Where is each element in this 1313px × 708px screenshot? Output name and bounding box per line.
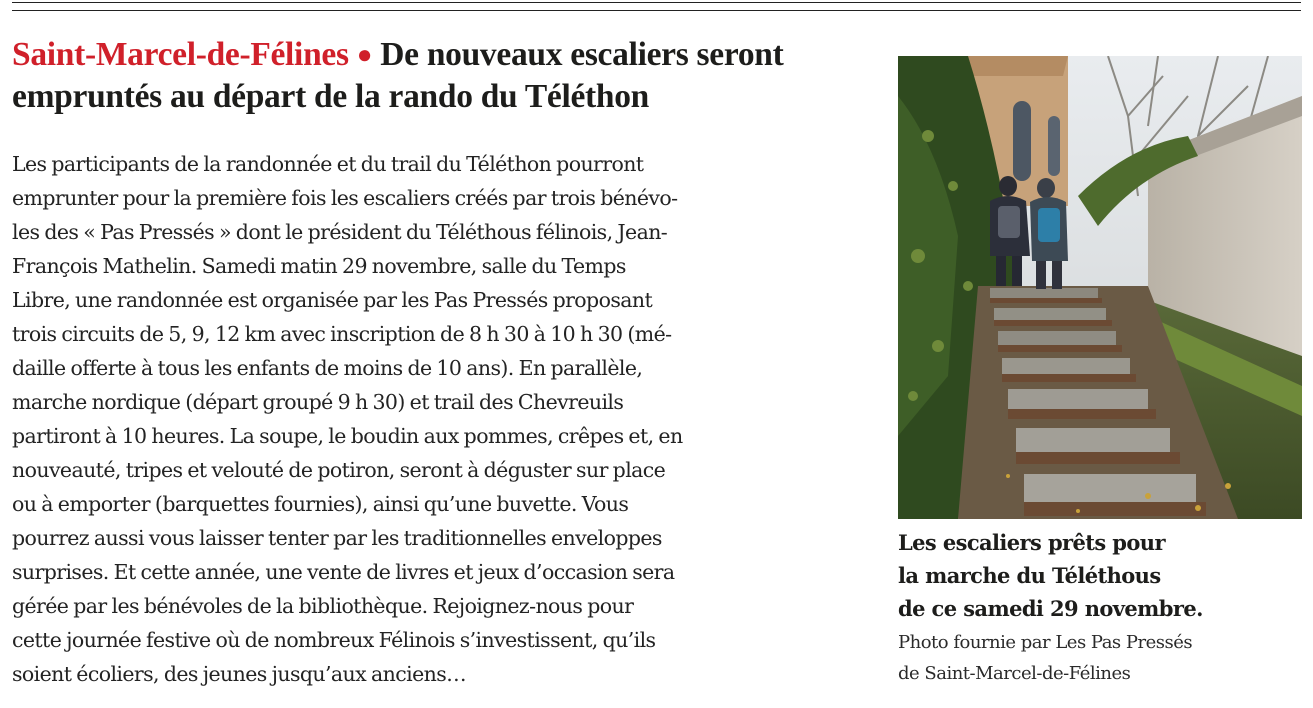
body-line: emprunter pour la première fois les escaliers créés par trois bénévo- <box>12 186 678 210</box>
body-line: soient écoliers, des jeunes jusqu’aux anciens… <box>12 662 467 686</box>
body-line: nouveauté, tripes et velouté de potiron, seront à déguster sur place <box>12 458 666 482</box>
body-line: ou à emporter (barquettes fournies), ainsi qu’une buvette. Vous <box>12 492 629 516</box>
body-line: gérée par les bénévoles de la bibliothèque. Rejoignez-nous pour <box>12 594 634 618</box>
stairs-photo-illustration <box>898 56 1302 519</box>
top-rule <box>12 2 1301 3</box>
credit-line: Photo fournie par Les Pas Pressés <box>898 632 1193 653</box>
body-line: Les participants de la randonnée et du trail du Téléthon pourront <box>12 152 644 176</box>
headline-line-1: De nouveaux escaliers seront <box>380 36 784 73</box>
photo-caption <box>898 526 1308 689</box>
body-line: daille offerte à tous les enfants de moins de 10 ans). En parallèle, <box>12 356 643 380</box>
caption-line: de ce samedi 29 novembre. <box>898 596 1203 621</box>
body-line: pourrez aussi vous laisser tenter par les traditionnelles enveloppes <box>12 526 662 550</box>
photo-credit <box>898 627 1308 689</box>
headline-kicker: Saint-Marcel-de-Félines <box>12 36 349 73</box>
body-line: surprises. Et cette année, une vente de livres et jeux d’occasion sera <box>12 560 675 584</box>
caption-title <box>898 526 1308 625</box>
article-headline <box>12 34 892 118</box>
body-line: cette journée festive où de nombreux Félinois s’investissent, qu’ils <box>12 628 656 652</box>
body-line: les des « Pas Pressés » dont le président du Téléthous félinois, Jean- <box>12 220 668 244</box>
body-line: marche nordique (départ groupé 9 h 30) et trail des Chevreuils <box>12 390 624 414</box>
body-line: François Mathelin. Samedi matin 29 novembre, salle du Temps <box>12 254 626 278</box>
article-body <box>12 147 884 691</box>
credit-line: de Saint-Marcel-de-Félines <box>898 663 1131 684</box>
headline-line-2: empruntés au départ de la rando du Téléthon <box>12 78 650 115</box>
caption-line: la marche du Téléthous <box>898 563 1161 588</box>
body-line: Libre, une randonnée est organisée par les Pas Pressés proposant <box>12 288 653 312</box>
top-rule-secondary <box>12 10 1301 11</box>
article-photo <box>898 56 1302 519</box>
body-line: partiront à 10 heures. La soupe, le boudin aux pommes, crêpes et, en <box>12 424 683 448</box>
body-line: trois circuits de 5, 9, 12 km avec inscription de 8 h 30 à 10 h 30 (mé- <box>12 322 672 346</box>
caption-line: Les escaliers prêts pour <box>898 530 1165 555</box>
kicker-bullet-icon: ● <box>356 40 373 69</box>
